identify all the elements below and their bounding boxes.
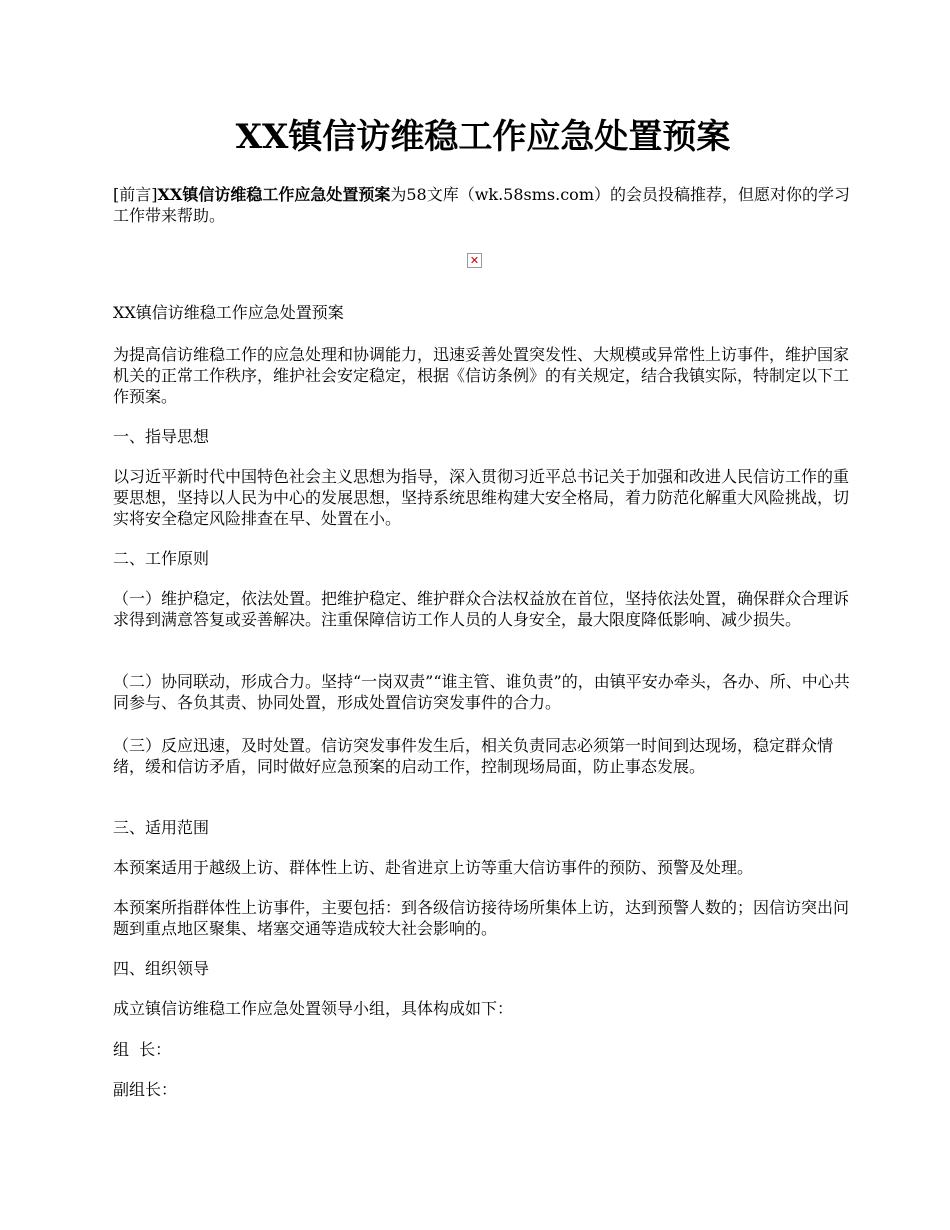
preface-prefix: [前言]	[113, 185, 158, 204]
body-paragraph: （三）反应迅速，及时处置。信访突发事件发生后，相关负责同志必须第一时间到达现场，稳定群众情绪，缓和信访矛盾，同时做好应急预案的启动工作，控制现场局面，防止事态发展。	[113, 736, 834, 776]
body-paragraph: XX镇信访维稳工作应急处置预案	[113, 303, 344, 322]
body-paragraph: 成立镇信访维稳工作应急处置领导小组，具体构成如下：	[113, 999, 514, 1018]
body-paragraph: 为提高信访维稳工作的应急处理和协调能力，迅速妥善处置突发性、大规模或异常性上访事件，维护国家机关的正常工作秩序，维护社会安定稳定，根据《信访条例》的有关规定，结合我镇实际，特制定以下工作预案。	[113, 345, 850, 406]
section-heading: 四、组织领导	[113, 959, 210, 978]
broken-image-x-icon: ✕	[469, 254, 480, 267]
deputy-leader-line: 副组长：	[113, 1080, 178, 1099]
preface-bold-title: XX镇信访维稳工作应急处置预案	[157, 185, 391, 204]
body-paragraph: 以习近平新时代中国特色社会主义思想为指导，深入贯彻习近平总书记关于加强和改进人民信访工作的重要思想，坚持以人民为中心的发展思想，坚持系统思维构建大安全格局，着力防范化解重大风险挑战，切实将安全稳定风险排查在早、处置在小。	[113, 467, 850, 528]
leader-line: 组 长：	[113, 1040, 172, 1059]
broken-image-icon	[467, 253, 482, 268]
body-paragraph: （二）协同联动，形成合力。坚持“一岗双责”“谁主管、谁负责”的，由镇平安办牵头，各办、所、中心共同参与、各负其责、协同处置，形成处置信访突发事件的合力。	[113, 672, 850, 712]
section-heading: 一、指导思想	[113, 427, 210, 446]
body-paragraph: （一）维护稳定，依法处置。把维护稳定、维护群众合法权益放在首位，坚持依法处置，确保群众合理诉求得到满意答复或妥善解决。注重保障信访工作人员的人身安全，最大限度降低影响、减少损失。	[113, 589, 850, 629]
body-paragraph: 本预案适用于越级上访、群体性上访、赴省进京上访等重大信访事件的预防、预警及处理。	[113, 858, 754, 877]
section-heading: 二、工作原则	[113, 549, 210, 568]
preface-paragraph	[113, 184, 853, 226]
document-title: XX镇信访维稳工作应急处置预案	[235, 117, 731, 157]
preface-text: 为58文库（wk.58sms.com）的会员投稿推荐，但愿对你的学习工作带来帮助。	[113, 185, 850, 225]
section-heading: 三、适用范围	[113, 818, 210, 837]
body-paragraph: 本预案所指群体性上访事件，主要包括：到各级信访接待场所集体上访，达到预警人数的；因信访突出问题到重点地区聚集、堵塞交通等造成较大社会影响的。	[113, 898, 850, 938]
